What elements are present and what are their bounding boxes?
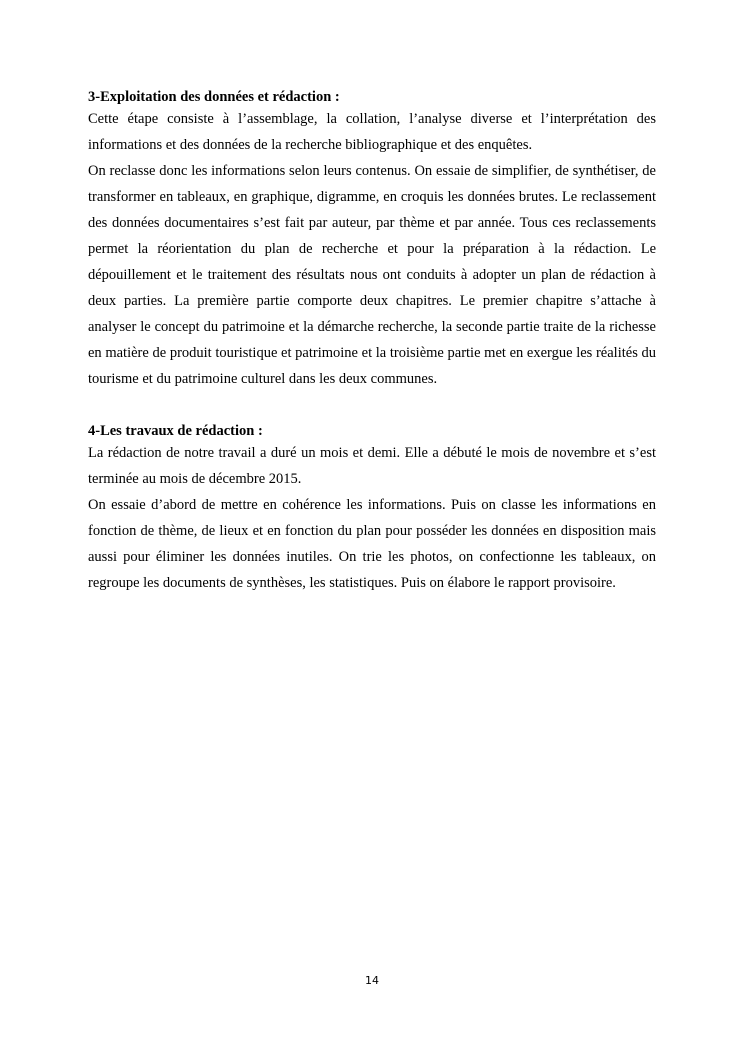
section-redaction (88, 422, 656, 596)
document-page (88, 88, 656, 596)
section-heading: 3-Exploitation des données et rédaction : (88, 89, 340, 105)
paragraph: La rédaction de notre travail a duré un mois et demi. Elle a débuté le mois de novembre et s’est terminée au mois de décembre 2015. (88, 445, 656, 487)
section-heading: 4-Les travaux de rédaction : (88, 423, 263, 439)
section-exploitation (88, 88, 656, 392)
paragraph: Cette étape consiste à l’assemblage, la collation, l’analyse diverse et l’interprétation des informations et des données de la recherche bibliographique et des enquêtes. (88, 111, 656, 153)
paragraph: On reclasse donc les informations selon leurs contenus. On essaie de simplifier, de synthétiser, de transformer en tableaux, en graphique, digramme, en croquis les données brutes. Le reclassement des données documentaires s’est fait par auteur, par thème et par année. Tous ces reclassements permet la réorientation du plan de recherche et pour la préparation à la rédaction. Le dépouillement et le traitement des résultats nous ont conduits à adopter un plan de rédaction à deux parties. La première partie comporte deux chapitres. Le premier chapitre s’attache à analyser le concept du patrimoine et la démarche recherche, la seconde partie traite de la richesse en matière de produit touristique et patrimoine et la troisième partie met en exergue les réalités du tourisme et du patrimoine culturel dans les deux communes. (88, 163, 656, 387)
page-number: 14 (365, 974, 379, 987)
paragraph: On essaie d’abord de mettre en cohérence les informations. Puis on classe les informations en fonction de thème, de lieux et en fonction du plan pour posséder les données en disposition mais aussi pour éliminer les données inutiles. On trie les photos, on confectionne les tableaux, on regroupe les documents de synthèses, les statistiques. Puis on élabore le rapport provisoire. (88, 497, 656, 591)
section-spacer (88, 392, 656, 422)
